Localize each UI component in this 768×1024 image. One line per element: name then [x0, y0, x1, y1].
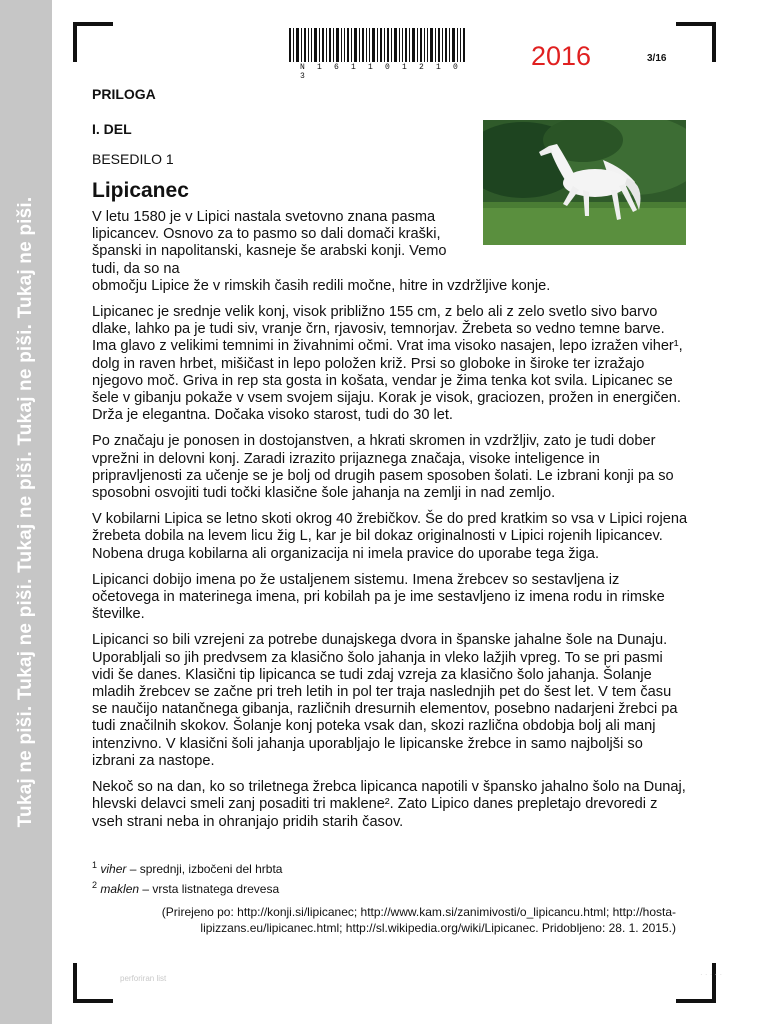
section-label: PRILOGA [92, 86, 156, 102]
footnotes [92, 857, 282, 897]
decorative-dots: · · · · · [700, 970, 723, 979]
paragraph-4: V kobilarni Lipica se letno skoti okrog 40 žrebičkov. Še do pred kratkim so vsa v Lipici rojena žrebeta dobila na levem licu žig L, kar je bil dokaz originalnosti v Lipici rojenih lipicancev. Nobena druga kobilarna ali organizacija ni imela pravice do uporabe tega žiga. [92, 511, 688, 562]
page-number: 3/16 [647, 53, 667, 64]
barcode [289, 28, 465, 62]
side-strip [0, 0, 52, 1024]
paragraph-2: Lipicanec je srednje velik konj, visok približno 155 cm, z belo ali z zelo svetlo sivo barvo dlake, lahko pa je tudi siv, vranje črn, rjavosiv, temnorjav. Žrebeta so vedno temne barve. Ima glavo z velikimi temnimi in živahnimi očmi. Vrat ima visoko nasajen, lepo izražen viher¹, dolg in raven hrbet, mišičast in lepo položen križ. Prsi so globoke in široke ter izražajo njegovo moč. Griva in rep sta gosta in košata, vendar je žima tenka kot svila. Lipicanec se šele v gibanju pokaže v vsem svojem sijaju. Korak je visok, graciozen, prožen in energičen. Drža je elegantna. Dočaka visoko starost, tudi do 30 let. [92, 304, 683, 424]
article-body [92, 209, 688, 840]
part-label: I. DEL [92, 121, 132, 137]
paragraph-1: V letu 1580 je v Lipici nastala svetovno znana pasma lipicancev. Osnovo za to pasmo so dali domači kraški, španski in napolitanski, kasneje še arabski konji. Vemo tudi, da so na območju Lipice že v rimskih časih redili močne, hitre in vzdržljive konje. [92, 209, 551, 294]
paragraph-7: Nekoč so na dan, ko so triletnega žrebca lipicanca napotili v špansko jahalno šolo na Dunaj, hlevski delavci smeli zanj posaditi tri maklene². Zato Lipico danes prepletajo drevoredi z vseh strani neba in ohranjajo pridih starih časov. [92, 779, 686, 830]
footnote-1: $^1$ viher – sprednji, izbočeni del hrbta [92, 860, 283, 876]
corner-mark-bottom-right [676, 963, 716, 1003]
corner-mark-top-right [676, 22, 716, 62]
footnote-2: $^2$ maklen – vrsta listnatega drevesa [92, 880, 280, 896]
article-title: Lipicanec [92, 179, 189, 202]
corner-mark-top-left [73, 22, 113, 62]
paragraph-3: Po značaju je ponosen in dostojanstven, a hkrati skromen in vzdržljiv, zato je tudi dober vprežni in delovni konj. Zaradi izrazito prijaznega značaja, visoke inteligence in pripravljenosti za učenje se je bolj od drugih pasem sposoben šolati. Le izbrani konji pa so sposobni osvojiti tudi točki klasične šole jahanja na zemlji in nad zemljo. [92, 433, 674, 502]
paragraph-6: Lipicanci so bili vzrejeni za potrebe dunajskega dvora in španske jahalne šole na Dunaju. Uporabljali so jih predvsem za klasično šolo jahanja in vleko lažjih vpreg. To se pri pasmi vidi še danes. Klasični tip lipicanca se tudi zdaj vzreja za klasično šolo jahanja. Šolanje mladih žrebcev se začne pri treh letih in pol ter traja naslednjih pet do šest let. V tem času se naučijo natančnega gibanja, različnih dresurnih elementov, posebno nadarjeni žrebci pa tudi značilnih skokov. Šolanje konj poteka vsak dan, skozi različna obdobja bolj ali manj intenzivno. V klasični šoli jahanja uporabljajo le lipicanske žrebce in samo najboljši so izbrani za nastope. [92, 632, 678, 769]
barcode-number: N 1 6 1 1 0 1 2 1 0 3 [300, 63, 462, 81]
text-label: BESEDILO 1 [92, 151, 174, 167]
side-strip-text: Tukaj ne piši. Tukaj ne piši. Tukaj ne piši. Tukaj ne piši. Tukaj ne piši. [15, 196, 36, 828]
source-citation: (Prirejeno po: http://konji.si/lipicanec; http://www.kam.si/zanimivosti/o_lipicancu.html; http://hosta-lipizzans.eu/lipicanec.html; http://sl.wikipedia.org/wiki/Lipicanec. Pridobljeno: 28. 1. 2015.) [161, 905, 676, 935]
perforated-sheet-label: perforiran list [120, 974, 167, 983]
exam-year: 2016 [531, 41, 592, 71]
corner-mark-bottom-left [73, 963, 113, 1003]
paragraph-5: Lipicanci dobijo imena po že ustaljenem sistemu. Imena žrebcev so sestavljena iz očetovega in materinega imena, pri kobilah pa je ime sestavljeno iz imena rodu in rimske številke. [92, 571, 665, 623]
